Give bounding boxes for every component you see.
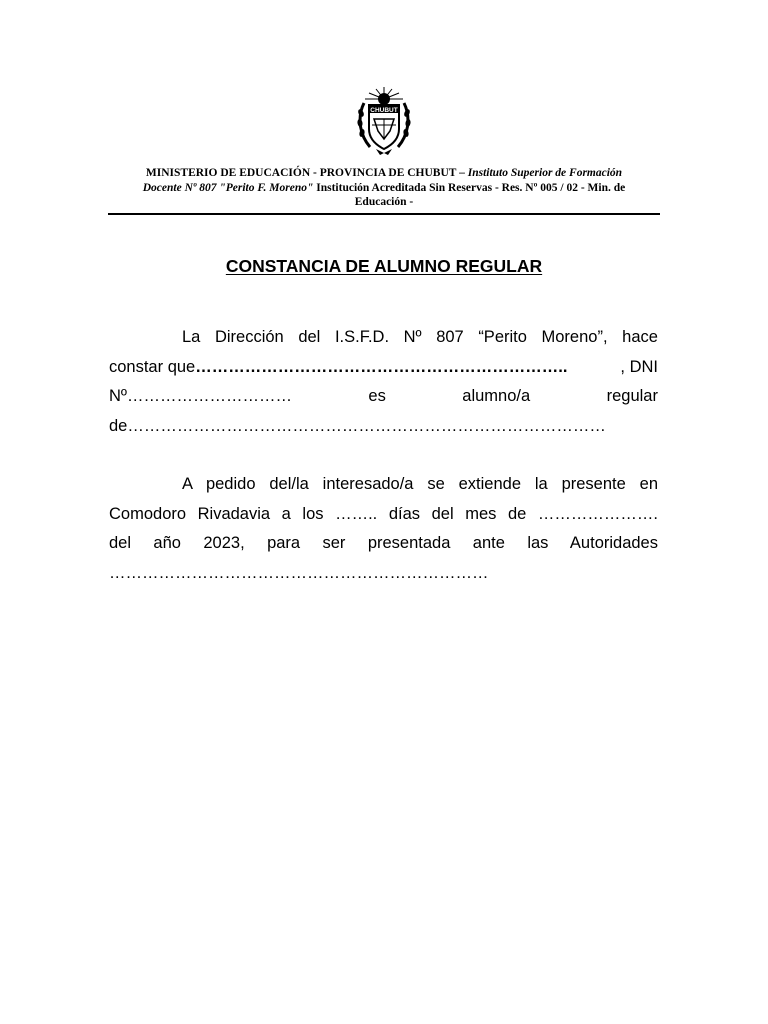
document-title: CONSTANCIA DE ALUMNO REGULAR <box>225 256 543 276</box>
paragraph-certification <box>109 323 658 441</box>
header-accreditation: Institución Acreditada Sin Reservas - Res. Nº 005 / 02 - Min. de <box>313 181 626 194</box>
header-line-1 <box>108 166 660 181</box>
p1-constar: constar que <box>109 357 196 376</box>
header-institute-number: Docente Nº 807 "Perito F. Moreno" <box>142 181 314 194</box>
p1-dni-label: , DNI <box>620 357 658 376</box>
institution-header <box>108 166 660 210</box>
p1-es: es <box>368 387 386 405</box>
student-name-blank: ………………………………………………………….. <box>195 357 568 376</box>
seal-text: CHUBUT <box>370 106 398 114</box>
header-divider <box>108 213 660 215</box>
p2-line1-text: A pedido del/la interesado/a se extiende la presente en <box>182 475 658 493</box>
header-ministry: MINISTERIO DE EDUCACIÓN - PROVINCIA DE CHUBUT – <box>145 167 468 179</box>
paragraph-2-line-3: del año 2023, para ser presentada ante las Autoridades <box>109 534 658 552</box>
paragraph-request <box>109 470 658 588</box>
p1-line1-text: La Dirección del I.S.F.D. Nº 807 “Perito Moreno”, hace <box>182 328 658 346</box>
header-institute: Instituto Superior de Formación <box>467 167 623 179</box>
paragraph-2-line-1 <box>109 470 658 500</box>
dni-blank: Nº………………………… <box>109 387 292 405</box>
paragraph-2-line-2: Comodoro Rivadavia a los …….. días del mes de …………………. <box>109 504 658 523</box>
coat-of-arms-icon <box>354 85 414 157</box>
paragraph-1-line-1 <box>109 323 658 353</box>
header-line-3: Educación - <box>354 196 414 208</box>
authorities-blank: …………………………………………………………… <box>109 563 489 582</box>
career-blank: de…………………………………………………………………………… <box>109 416 606 435</box>
paragraph-1-line-2 <box>109 353 658 383</box>
paragraph-1-line-3 <box>109 382 658 412</box>
p1-regular: regular <box>606 387 658 405</box>
header-line-2 <box>108 181 660 196</box>
p1-alumno: alumno/a <box>462 387 531 405</box>
